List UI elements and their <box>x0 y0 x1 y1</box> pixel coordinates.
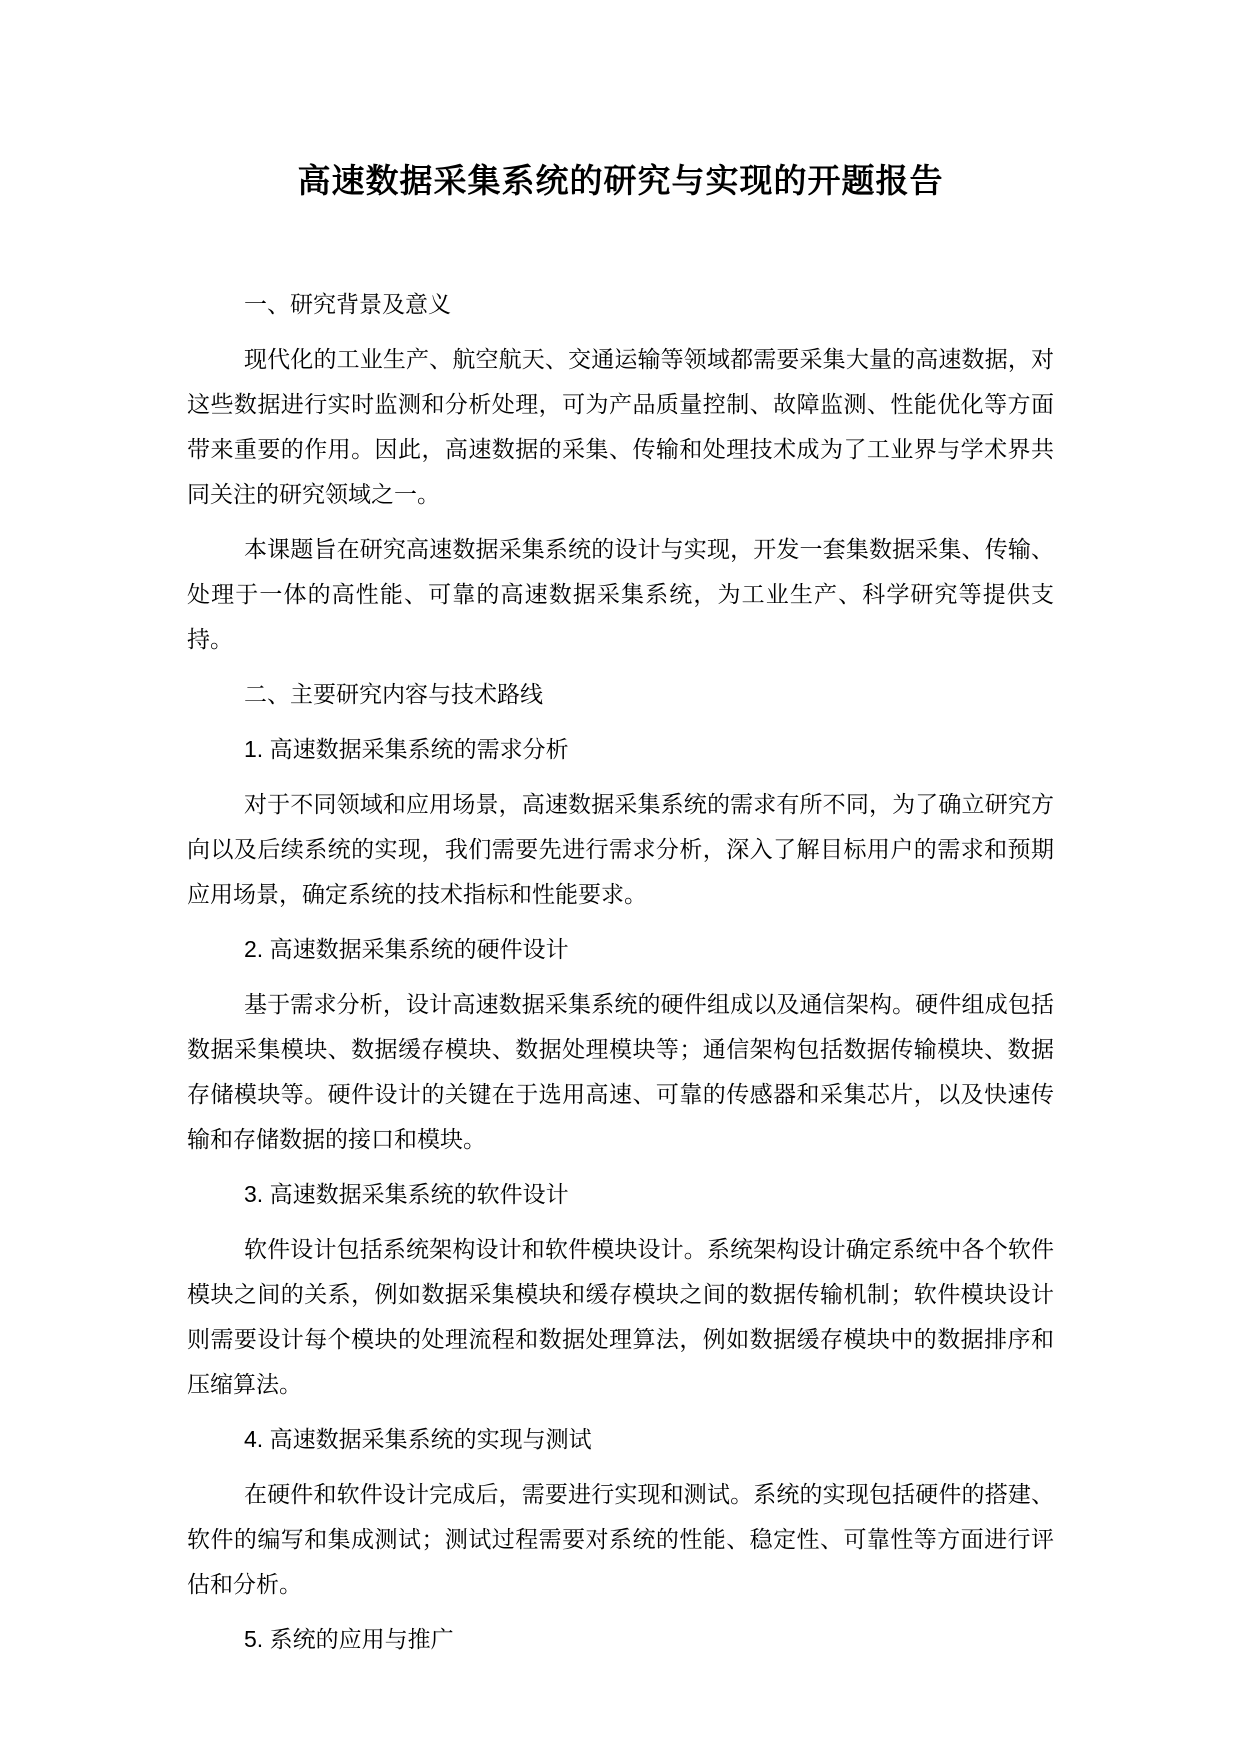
paragraph-background-1: 现代化的工业生产、航空航天、交通运输等领域都需要采集大量的高速数据，对这些数据进行实时监测和分析处理，可为产品质量控制、故障监测、性能优化等方面带来重要的作用。因此，高速数据的采集、传输和处理技术成为了工业界与学术界共同关注的研究领域之一。 <box>187 346 1054 507</box>
paragraph-implementation-testing: 在硬件和软件设计完成后，需要进行实现和测试。系统的实现包括硬件的搭建、软件的编写和集成测试；测试过程需要对系统的性能、稳定性、可靠性等方面进行评估和分析。 <box>187 1481 1054 1597</box>
section-heading-1: 一、研究背景及意义 <box>244 291 451 317</box>
subsection-heading-2: 2. 高速数据采集系统的硬件设计 <box>244 936 569 962</box>
paragraph-background-2: 本课题旨在研究高速数据采集系统的设计与实现，开发一套集数据采集、传输、处理于一体的高性能、可靠的高速数据采集系统，为工业生产、科学研究等提供支持。 <box>187 536 1054 652</box>
paragraph-hardware-design: 基于需求分析，设计高速数据采集系统的硬件组成以及通信架构。硬件组成包括数据采集模块、数据缓存模块、数据处理模块等；通信架构包括数据传输模块、数据存储模块等。硬件设计的关键在于选用高速、可靠的传感器和采集芯片，以及快速传输和存储数据的接口和模块。 <box>187 991 1054 1152</box>
subsection-heading-4: 4. 高速数据采集系统的实现与测试 <box>244 1426 592 1452</box>
subsection-heading-5: 5. 系统的应用与推广 <box>244 1626 454 1652</box>
subsection-heading-3: 3. 高速数据采集系统的软件设计 <box>244 1181 569 1207</box>
paragraph-requirements: 对于不同领域和应用场景，高速数据采集系统的需求有所不同，为了确立研究方向以及后续系统的实现，我们需要先进行需求分析，深入了解目标用户的需求和预期应用场景，确定系统的技术指标和性能要求。 <box>187 791 1054 907</box>
document-body <box>0 282 1241 1662</box>
paragraph-software-design: 软件设计包括系统架构设计和软件模块设计。系统架构设计确定系统中各个软件模块之间的关系，例如数据采集模块和缓存模块之间的数据传输机制；软件模块设计则需要设计每个模块的处理流程和数据处理算法，例如数据缓存模块中的数据排序和压缩算法。 <box>187 1236 1054 1397</box>
section-heading-2: 二、主要研究内容与技术路线 <box>244 681 543 707</box>
document-title: 高速数据采集系统的研究与实现的开题报告 <box>297 162 944 199</box>
subsection-heading-1: 1. 高速数据采集系统的需求分析 <box>244 736 569 762</box>
